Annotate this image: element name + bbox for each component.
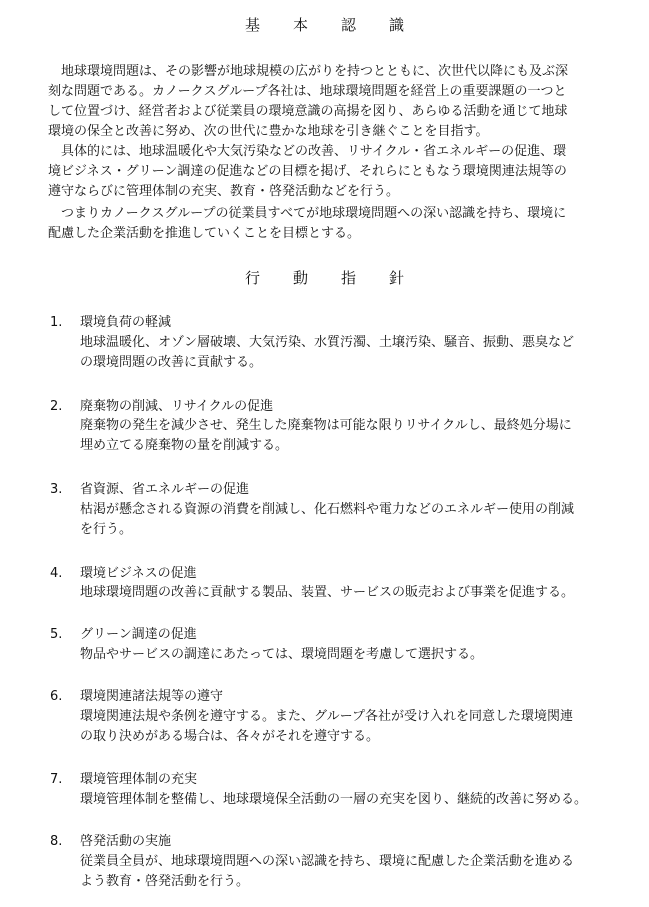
guideline-line: 埋め立てる廃棄物の量を削減する。: [80, 438, 289, 453]
guideline-title-3: [48, 480, 249, 500]
paragraph-line: 配慮した企業活動を推進していくことを目標とする。: [48, 226, 361, 241]
guideline-number: 3.: [50, 482, 63, 497]
guideline-title-text: 啓発活動の実施: [80, 834, 172, 849]
guideline-body-4: [80, 583, 625, 603]
guideline-line: 地球温暖化、オゾン層破壊、大気汚染、水質汚濁、土壌汚染、騒音、振動、悪臭など: [80, 335, 575, 350]
guideline-number: 4.: [50, 566, 63, 581]
guideline-title-text: グリーン調達の促進: [80, 627, 197, 642]
guideline-title-8: [48, 832, 171, 852]
guideline-line: を行う。: [80, 522, 133, 537]
paragraph-line: 環境の保全と改善に努め、次の世代に豊かな地球を引き継ぐことを目指す。: [48, 124, 489, 139]
guideline-number: 1.: [50, 315, 63, 330]
guideline-line: の取り決めがある場合は、各々がそれを遵守する。: [80, 729, 380, 744]
guideline-title-text: 環境関連諸法規等の遵守: [80, 689, 224, 704]
guideline-body-8: [80, 852, 625, 892]
paragraph-line: 地球環境問題は、その影響が地球規模の広がりを持つとともに、次世代以降にも及ぶ深: [48, 64, 569, 79]
guideline-number: 6.: [50, 689, 63, 704]
guideline-body-1: [80, 333, 625, 373]
guideline-title-6: [48, 687, 223, 707]
guideline-body-2: [80, 416, 625, 456]
guideline-title-text: 環境負荷の軽減: [80, 315, 172, 330]
guideline-number: 2.: [50, 399, 63, 414]
guideline-line: よう教育・啓発活動を行う。: [80, 874, 250, 889]
action-guidelines-heading: 行 動 指 針: [244, 269, 413, 287]
paragraph-line: 遵守ならびに管理体制の充実、教育・啓発活動などを行う。: [48, 184, 400, 199]
guideline-title-2: [48, 397, 273, 417]
guideline-number: 5.: [50, 627, 63, 642]
guideline-title-text: 環境ビジネスの促進: [80, 566, 197, 581]
basic-paragraph-2: [48, 142, 618, 202]
paragraph-line: つまりカノークスグループの従業員すべてが地球環境問題への深い認識を持ち、環境に: [48, 206, 567, 221]
guideline-title-5: [48, 625, 197, 645]
basic-paragraph-1: [48, 62, 618, 142]
guideline-body-5: [80, 645, 625, 665]
guideline-title-text: 省資源、省エネルギーの促進: [80, 482, 250, 497]
guideline-title-7: [48, 770, 197, 790]
paragraph-line: 具体的には、地球温暖化や大気汚染などの改善、リサイクル・省エネルギーの促進、環: [48, 144, 567, 159]
guideline-line: 従業員全員が、地球環境問題への深い認識を持ち、環境に配慮した企業活動を進める: [80, 854, 575, 869]
guideline-title-text: 廃棄物の削減、リサイクルの促進: [80, 399, 274, 414]
guideline-number: 7.: [50, 772, 63, 787]
guideline-body-3: [80, 500, 625, 540]
guideline-title-text: 環境管理体制の充実: [80, 772, 198, 787]
guideline-line: 地球環境問題の改善に貢献する製品、装置、サービスの販売および事業を促進する。: [80, 585, 575, 600]
guideline-body-6: [80, 707, 625, 747]
guideline-number: 8.: [50, 834, 63, 849]
guideline-line: 環境関連法規や条例を遵守する。また、グループ各社が受け入れを同意した環境関連: [80, 709, 573, 724]
paragraph-line: 刻な問題である。カノークスグループ各社は、地球環境問題を経営上の重要課題の一つと: [48, 84, 567, 99]
paragraph-line: して位置づけ、経営者および従業員の環境意識の高揚を図り、あらゆる活動を通じて地球: [48, 104, 568, 119]
guideline-line: 環境管理体制を整備し、地球環境保全活動の一層の充実を図り、継続的改善に努める。: [80, 792, 588, 807]
guideline-title-1: [48, 313, 171, 333]
guideline-line: 物品やサービスの調達にあたっては、環境問題を考慮して選択する。: [80, 647, 484, 662]
basic-recognition-heading: 基 本 認 識: [244, 16, 413, 34]
guideline-line: の環境問題の改善に貢献する。: [80, 355, 263, 370]
guideline-title-4: [48, 564, 197, 584]
basic-paragraph-3: [48, 204, 618, 244]
guideline-body-7: [80, 790, 625, 810]
guideline-line: 枯渇が懸念される資源の消費を削減し、化石燃料や電力などのエネルギー使用の削減: [80, 502, 575, 517]
paragraph-line: 境ビジネス・グリーン調達の促進などの目標を掲げ、それらにともなう環境関連法規等の: [48, 164, 567, 179]
guideline-line: 廃棄物の発生を減少させ、発生した廃棄物は可能な限りリサイクルし、最終処分場に: [80, 418, 572, 433]
